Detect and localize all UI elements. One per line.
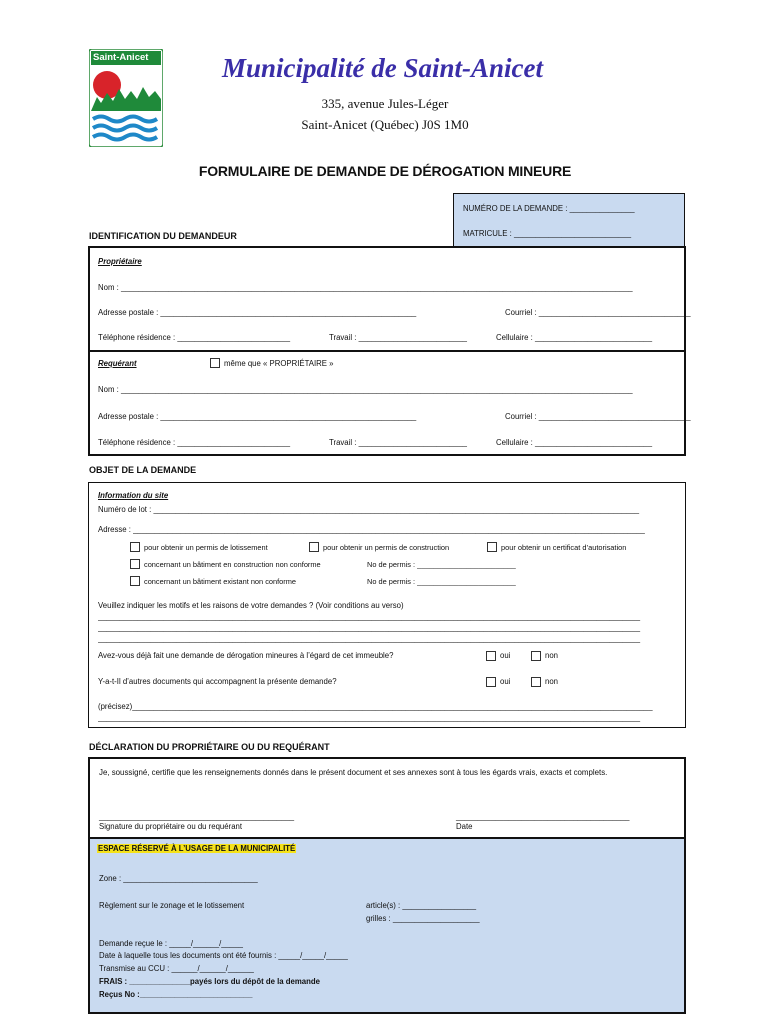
same-as-owner-label: même que « PROPRIÉTAIRE » (224, 359, 334, 368)
form-title: FORMULAIRE DE DEMANDE DE DÉROGATION MINEURE (198, 163, 572, 179)
requerant-travail-field[interactable]: Travail : _________________________ (329, 438, 468, 447)
deja-fait-non-checkbox[interactable] (531, 651, 541, 661)
date-line[interactable]: ________________________________________ (456, 812, 630, 821)
non-conforme-construction-label: concernant un bâtiment en construction non conforme (144, 560, 321, 569)
date-documents-field[interactable]: Date à laquelle tous les documents ont été fournis : _____/_____/_____ (99, 951, 348, 960)
objet-section-title: OBJET DE LA DEMANDE (89, 465, 197, 475)
objet-box (88, 482, 686, 728)
requerant-cellulaire-field[interactable]: Cellulaire : ___________________________ (496, 438, 653, 447)
autres-docs-oui-label: oui (500, 677, 511, 686)
motifs-prompt: Veuillez indiquer les motifs et les raisons de votre demandes ? (Voir conditions au verso) (98, 601, 404, 610)
requerant-box (88, 350, 691, 456)
no-permis-field-1[interactable]: No de permis : ________________________ (367, 560, 516, 569)
precisez-field[interactable]: (précisez)________________________________________________________________________________________________________________________ (98, 702, 653, 711)
zone-field[interactable]: Zone : _______________________________ (99, 874, 258, 883)
proprietaire-adresse-field[interactable]: Adresse postale : ___________________________________________________________ (98, 308, 417, 317)
address-line-1: 335, avenue Jules-Léger (321, 96, 449, 111)
requerant-courriel-field[interactable]: Courriel : ___________________________________ (505, 412, 691, 421)
certificat-label: pour obtenir un certificat d’autorisation (501, 543, 627, 552)
deja-fait-question: Avez-vous déjà fait une demande de dérogation mineures à l’égard de cet immeuble? (98, 651, 394, 660)
proprietaire-nom-field[interactable]: Nom : ______________________________________________________________________________________________________________________ (98, 283, 633, 292)
site-adresse-field[interactable]: Adresse : ______________________________________________________________________________________________________________________ (98, 525, 645, 534)
construction-checkbox[interactable] (309, 542, 319, 552)
deja-fait-non-label: non (545, 651, 559, 660)
motifs-line-3[interactable]: _____________________________________________________________________________________________________________________________ (98, 634, 641, 643)
motifs-line-2[interactable]: _____________________________________________________________________________________________________________________________ (98, 623, 641, 632)
municipal-use-box (88, 837, 686, 1014)
same-as-owner-checkbox[interactable] (210, 358, 220, 368)
municipal-use-title (97, 844, 296, 853)
autres-docs-non-checkbox[interactable] (531, 677, 541, 687)
grilles-field[interactable]: grilles : ____________________ (366, 914, 480, 923)
declaration-box (88, 757, 686, 839)
proprietaire-courriel-field[interactable]: Courriel : ___________________________________ (505, 308, 691, 317)
recu-no-field[interactable]: Reçus No :__________________________ (99, 990, 253, 999)
batiment-existant-label: concernant un bâtiment existant non conforme (144, 577, 297, 586)
demande-recue-field[interactable]: Demande reçue le : _____/______/_____ (99, 939, 243, 948)
no-permis-field-2[interactable]: No de permis : ________________________ (367, 577, 516, 586)
requerant-nom-field[interactable]: Nom : ______________________________________________________________________________________________________________________ (98, 385, 633, 394)
proprietaire-telephone-field[interactable]: Téléphone résidence : __________________________ (98, 333, 291, 342)
proprietaire-travail-field[interactable]: Travail : _________________________ (329, 333, 468, 342)
declaration-section-title: DÉCLARATION DU PROPRIÉTAIRE OU DU REQUÉRANT (89, 742, 330, 752)
request-number-field[interactable]: NUMÉRO DE LA DEMANDE : _______________ (463, 204, 635, 213)
autres-docs-question: Y-a-t-Il d’autres documents qui accompagnent la présente demande? (98, 677, 337, 686)
matricule-field[interactable]: MATRICULE : ___________________________ (463, 229, 632, 238)
date-label: Date (456, 822, 473, 831)
requerant-telephone-field[interactable]: Téléphone résidence : __________________________ (98, 438, 291, 447)
lotissement-checkbox[interactable] (130, 542, 140, 552)
autres-docs-non-label: non (545, 677, 559, 686)
info-site-label: Information du site (98, 491, 169, 500)
municipal-use-title-text: ESPACE RÉSERVÉ À L’USAGE DE LA MUNICIPALITÉ (98, 844, 296, 853)
autres-docs-oui-checkbox[interactable] (486, 677, 496, 687)
signature-line[interactable]: _____________________________________________ (99, 812, 295, 821)
proprietaire-cellulaire-field[interactable]: Cellulaire : ___________________________ (496, 333, 653, 342)
address-line-2: Saint-Anicet (Québec) J0S 1M0 (301, 117, 469, 132)
identification-section-title: IDENTIFICATION DU DEMANDEUR (89, 231, 237, 241)
request-number-box (453, 193, 685, 247)
requerant-adresse-field[interactable]: Adresse postale : ___________________________________________________________ (98, 412, 417, 421)
declaration-text: Je, soussigné, certifie que les renseignements donnés dans le présent document et ses annexes sont à tous les égards vrais, exacts et complets. (99, 768, 608, 777)
reglement-label: Règlement sur le zonage et le lotissement (99, 901, 245, 910)
articles-field[interactable]: article(s) : _________________ (366, 901, 477, 910)
certificat-checkbox[interactable] (487, 542, 497, 552)
deja-fait-oui-checkbox[interactable] (486, 651, 496, 661)
deja-fait-oui-label: oui (500, 651, 511, 660)
numero-lot-field[interactable]: Numéro de lot : ________________________________________________________________________________________________________________ (98, 505, 640, 514)
transmise-ccu-field[interactable]: Transmise au CCU : ______/______/______ (99, 964, 254, 973)
non-conforme-construction-checkbox[interactable] (130, 559, 140, 569)
municipality-name: Municipalité de Saint-Anicet (222, 53, 544, 83)
lotissement-label: pour obtenir un permis de lotissement (144, 543, 268, 552)
precisez-line[interactable]: _____________________________________________________________________________________________________________________________ (98, 713, 641, 722)
motifs-line-1[interactable]: _____________________________________________________________________________________________________________________________ (98, 612, 641, 621)
batiment-existant-checkbox[interactable] (130, 576, 140, 586)
frais-field[interactable]: FRAIS : ______________payés lors du dépôt de la demande (99, 977, 321, 986)
signature-label: Signature du propriétaire ou du requérant (99, 822, 243, 831)
proprietaire-box (88, 246, 691, 352)
proprietaire-label: Propriétaire (98, 257, 142, 266)
logo-label: Saint-Anicet (93, 52, 149, 63)
construction-label: pour obtenir un permis de construction (323, 543, 450, 552)
requerant-label: Requérant (98, 359, 137, 368)
